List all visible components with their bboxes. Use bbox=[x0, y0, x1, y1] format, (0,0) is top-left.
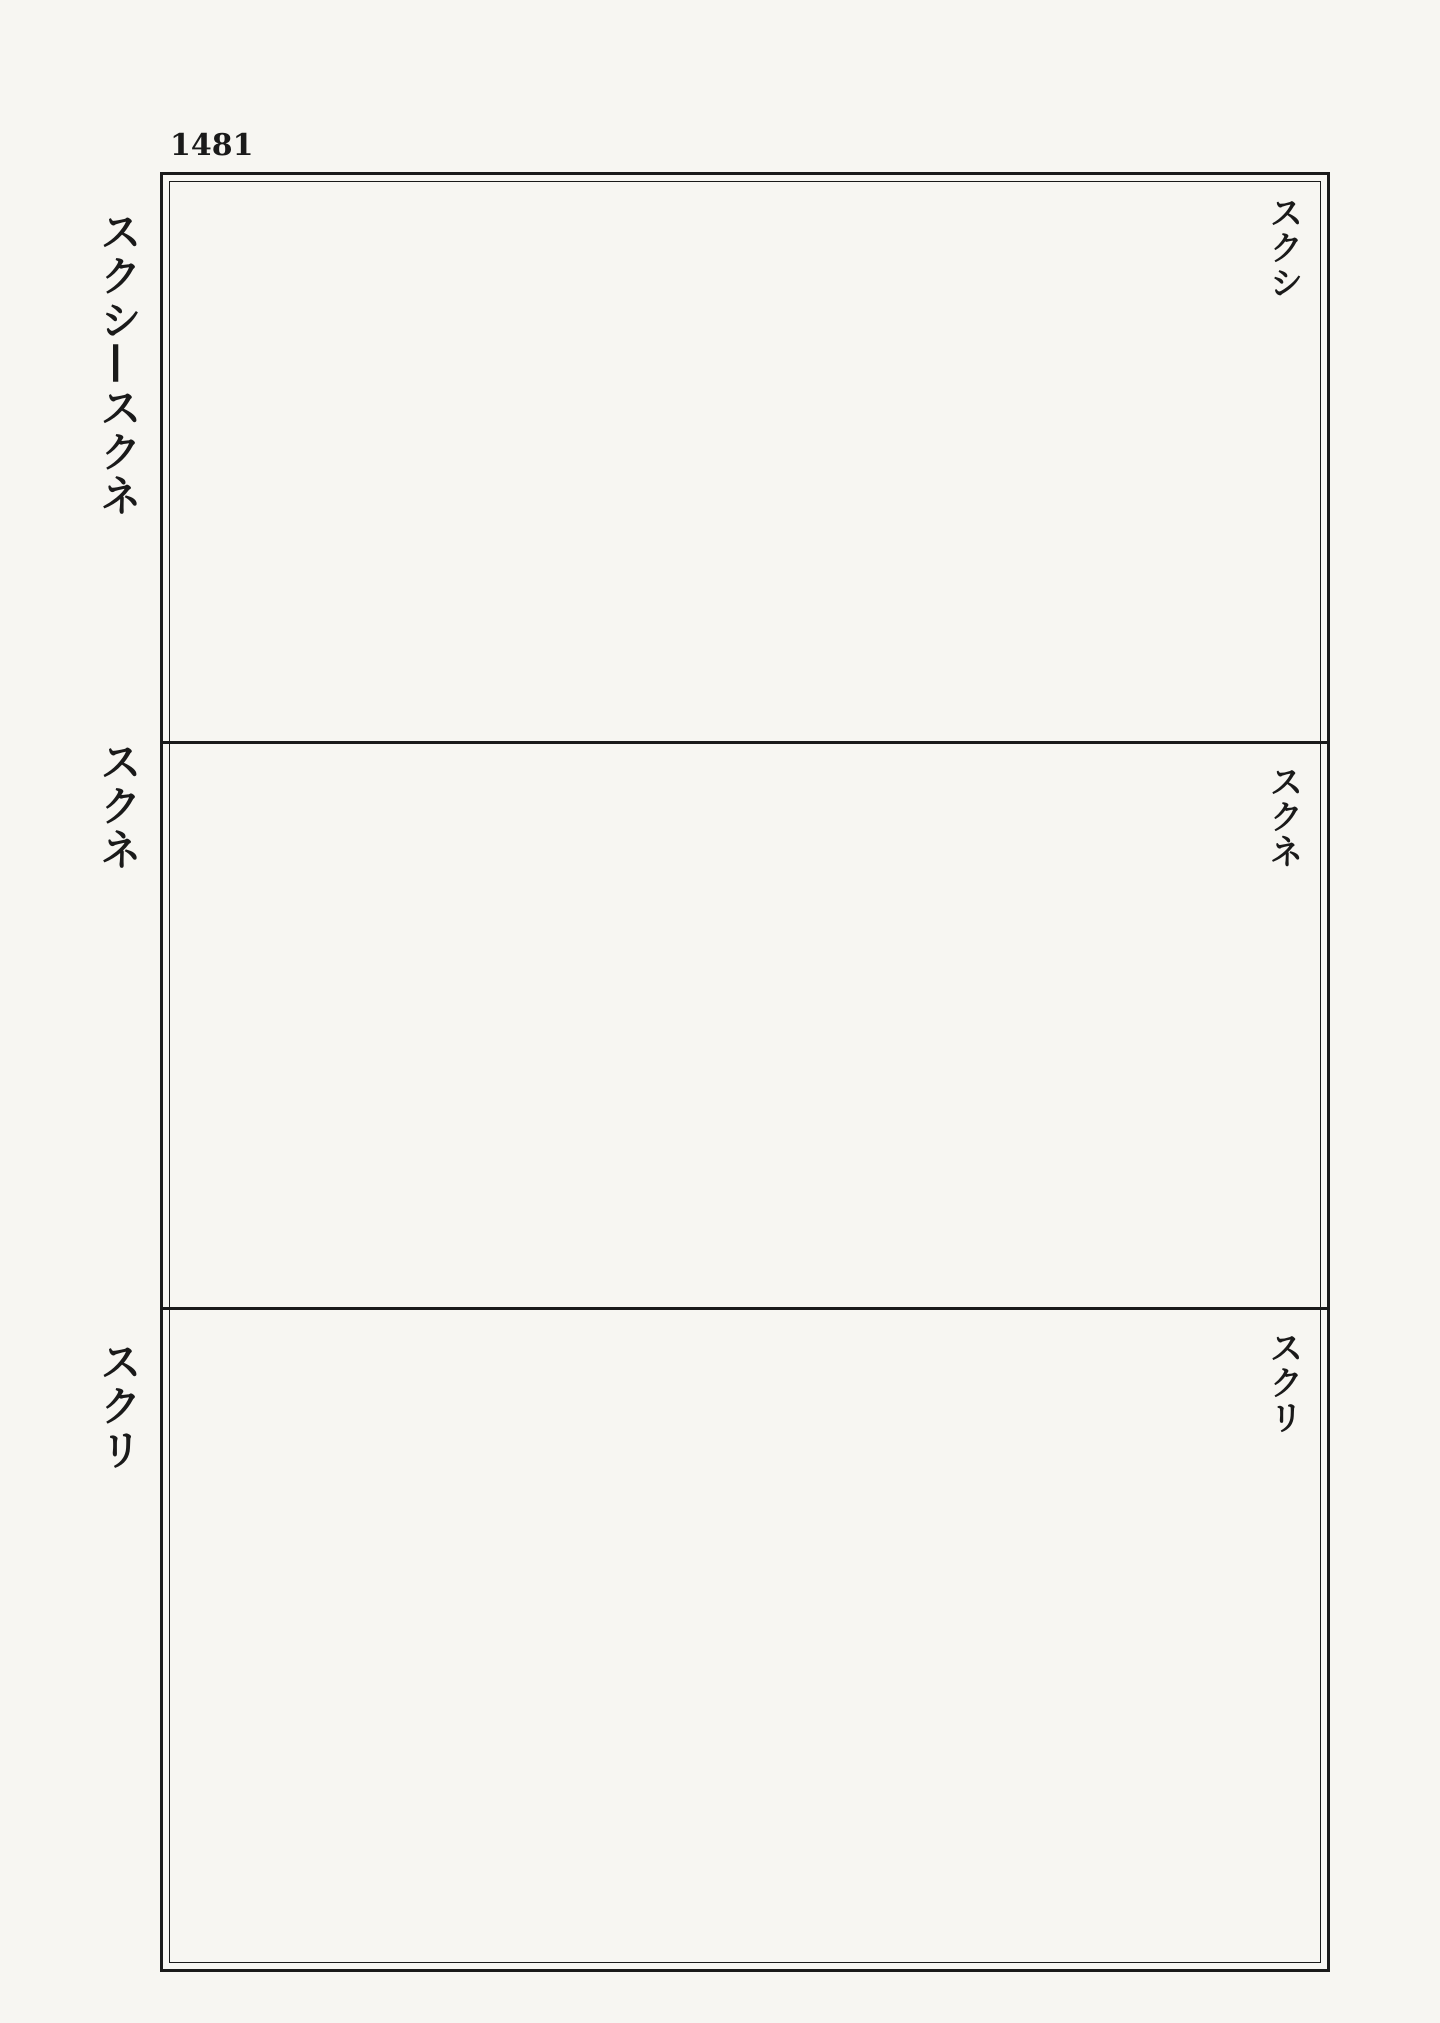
bottom-text bbox=[183, 1330, 1307, 1958]
bottom-band bbox=[163, 1307, 1327, 1978]
heading-sukushi: スクシ bbox=[1263, 195, 1303, 300]
middle-band bbox=[163, 741, 1327, 1310]
side-label-2: スクネ bbox=[94, 740, 143, 872]
heading-sukune: スクネ bbox=[1263, 764, 1303, 869]
page-frame bbox=[160, 172, 1330, 1972]
top-band bbox=[163, 175, 1327, 741]
side-label-1: スクシ—スクネ bbox=[94, 210, 143, 518]
top-text bbox=[183, 195, 1307, 721]
heading-sukuri: スクリ bbox=[1263, 1330, 1303, 1435]
side-label-3: スクリ bbox=[94, 1340, 143, 1472]
page-number: 1481 bbox=[170, 128, 254, 163]
mid-text bbox=[183, 764, 1307, 1290]
